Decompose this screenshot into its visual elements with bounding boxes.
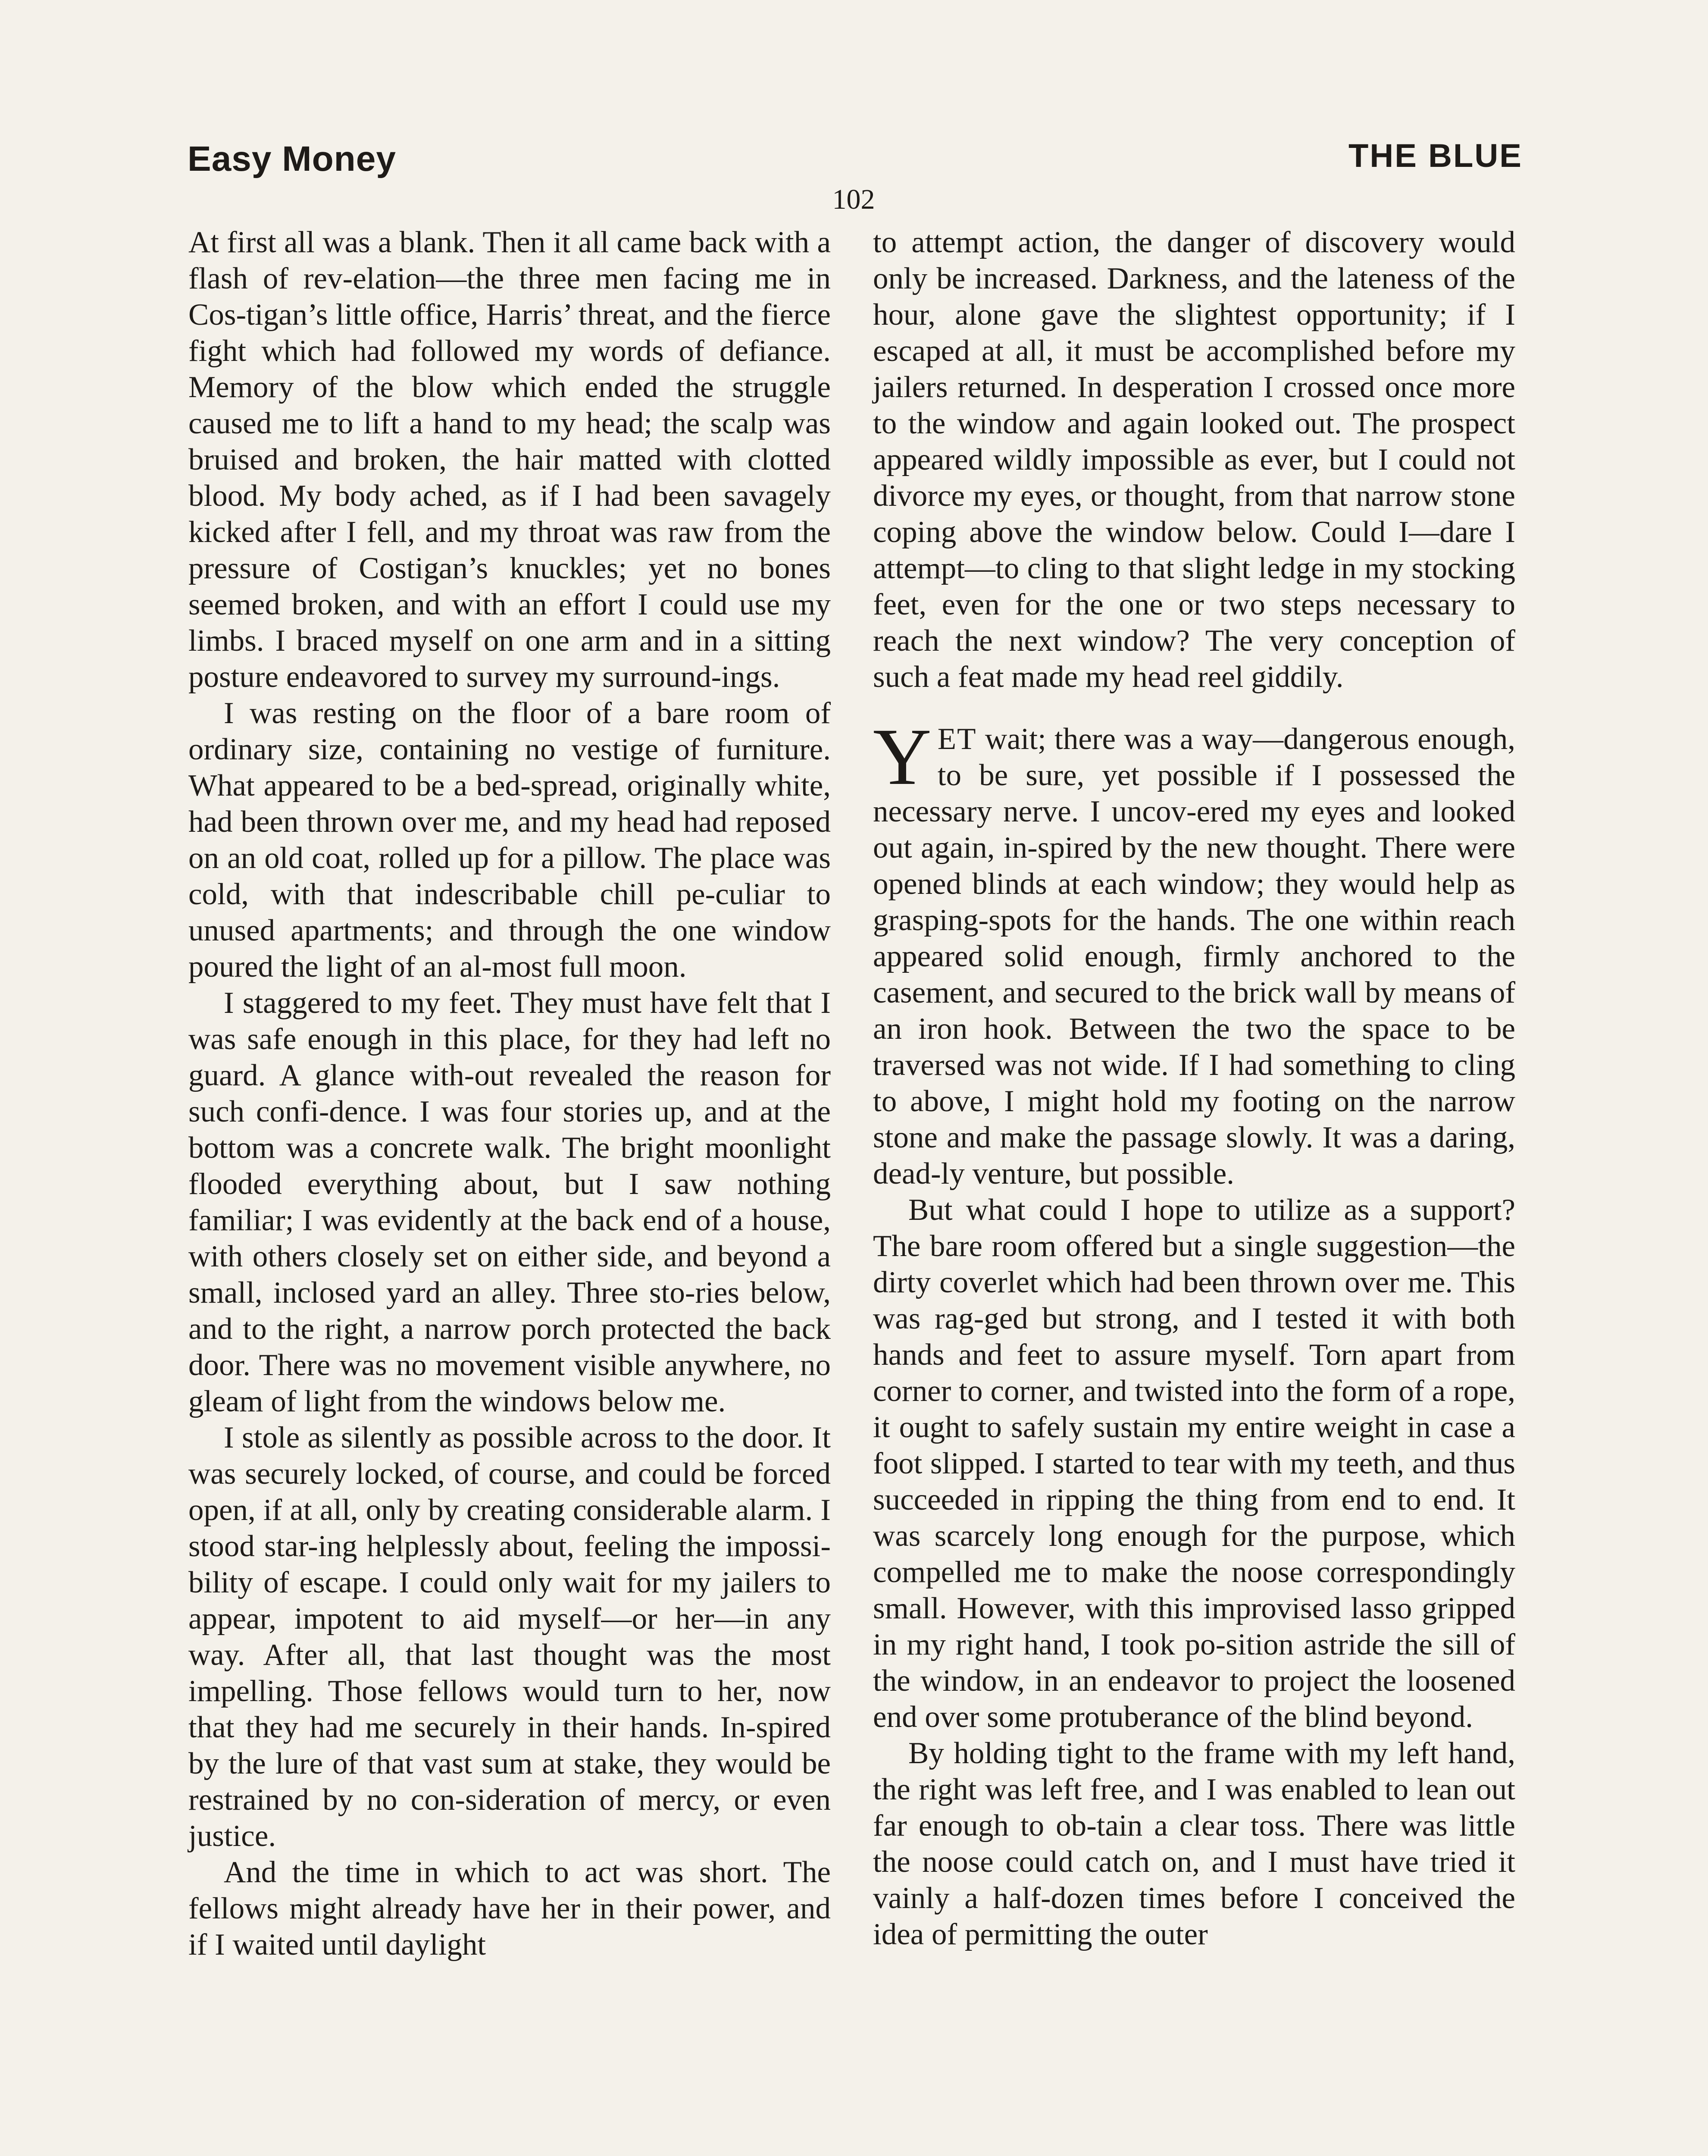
drop-cap-letter: Y [873,711,932,802]
paragraph: to attempt action, the danger of discovery would only be increased. Darkness, and the lateness of the hour, alone gave the slightest opportunity; if I escaped at all, it must be accomplished before my jailers returned. In desperation I crossed once more to the window and again looked out. The prospect appeared wildly impossible as ever, but I could not divorce my eyes, or thought, from that narrow stone coping above the window below. Could I—dare I attempt—to cling to that slight ledge in my stocking feet, even for the one or two steps necessary to reach the next window? The very conception of such a feat made my head reel giddily. [873,226,1515,694]
left-column [188,224,831,1963]
paragraph: By holding tight to the frame with my left hand, the right was left free, and I was enabled to lean out far enough to ob-tain a clear toss. There was little the noose could catch on, and I must have tried it vainly a half-dozen times before I conceived the idea of permitting the outer [873,1736,1515,1951]
paragraph: And the time in which to act was short. The fellows might already have her in their power, and if I waited until daylight [188,1855,831,1962]
paragraph: But what could I hope to utilize as a support? The bare room offered but a single suggestion—the dirty coverlet which had been thrown over me. This was rag-ged but strong, and I tested it with both hands and feet to assure myself. Torn apart from corner to corner, and twisted into the form of a rope, it ought to safely sustain my entire weight in case a foot slipped. I started to tear with my teeth, and thus succeeded in ripping the thing from end to end. It was scarcely long enough for the purpose, which compelled me to make the noose correspondingly small. However, with this improvised lasso gripped in my right hand, I took po-sition astride the sill of the window, in an endeavor to project the loosened end over some protuberance of the blind beyond. [873,1193,1515,1734]
paragraph: I staggered to my feet. They must have felt that I was safe enough in this place, for they had left no guard. A glance with-out revealed the reason for such confi-dence. I was four stories up, and at the bottom was a concrete walk. The bright moonlight flooded everything about, but I saw nothing familiar; I was evidently at the back end of a house, with others closely set on either side, and beyond a small, inclosed yard an alley. Three sto-ries below, and to the right, a narrow porch protected the back door. There was no movement visible anywhere, no gleam of light from the windows below me. [188,986,831,1418]
section-break [873,695,1515,721]
story-title: Easy Money [188,139,396,179]
dropcap-paragraph [873,711,1515,1192]
page-number: 102 [832,184,875,215]
paragraph: At first all was a blank. Then it all came back with a flash of rev-elation—the three men facing me in Cos-tigan’s little office, Harris’ threat, and the fierce fight which had followed my words of defiance. Memory of the blow which ended the struggle caused me to lift a hand to my head; the scalp was bruised and broken, the hair matted with clotted blood. My body ached, as if I had been savagely kicked after I fell, and my throat was raw from the pressure of Costigan’s knuckles; yet no bones seemed broken, and with an effort I could use my limbs. I braced myself on one arm and in a sitting posture endeavored to survey my surround-ings. [188,226,831,694]
paragraph: I was resting on the floor of a bare room of ordinary size, containing no vestige of furniture. What appeared to be a bed-spread, originally white, had been thrown over me, and my head had reposed on an old coat, rolled up for a pillow. The place was cold, with that indescribable chill pe-culiar to unused apartments; and through the one window poured the light of an al-most full moon. [188,696,831,984]
magazine-title: THE BLUE [1348,138,1523,174]
right-column [873,224,1515,1952]
drop-cap-continuation: ET [937,722,977,756]
paragraph: I stole as silently as possible across to the door. It was securely locked, of course, and could be forced open, if at all, only by creating considerable alarm. I stood star-ing helplessly about, feeling the impossi-bility of escape. I could only wait for my jailers to appear, impotent to aid myself—or her—in any way. After all, that last thought was the most impelling. Those fellows would turn to her, now that they had me securely in their hands. In-spired by the lure of that vast sum at stake, they would be restrained by no con-sideration of mercy, or even justice. [188,1421,831,1853]
dropcap-paragraph-text: wait; there was a way—dangerous enough, to be sure, yet possible if I possessed the necessary nerve. I uncov-ered my eyes and looked out again, in-spired by the new thought. There were opened blinds at each window; they would help as grasping-spots for the hands. The one within reach appeared solid enough, firmly anchored to the casement, and secured to the brick wall by means of an iron hook. Between the two the space to be traversed was not wide. If I had something to cling to above, I might hold my footing on the narrow stone and make the passage slowly. It was a daring, dead-ly venture, but possible. [873,722,1515,1191]
